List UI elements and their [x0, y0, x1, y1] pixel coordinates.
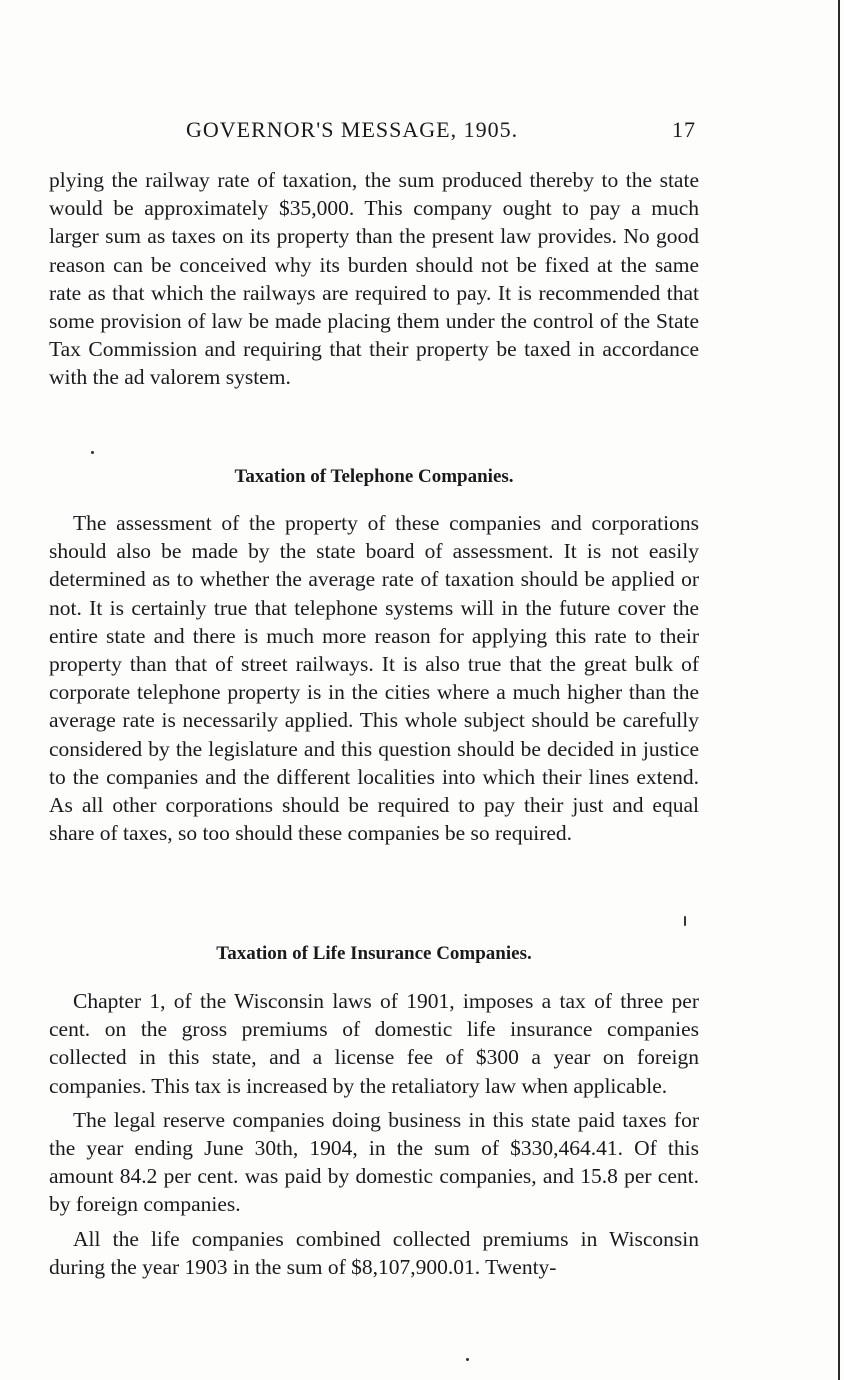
header-title: GOVERNOR'S MESSAGE, 1905. — [186, 117, 519, 142]
life-insurance-paragraph: Chapter 1, of the Wisconsin laws of 1901, imposes a tax of three per cent. on the gross premiums of domestic life insurance companies collected in this state, and a license fee of $300 a year on foreign companies. This tax is increased by the retaliatory law when applicable. — [49, 989, 699, 1098]
life-insurance-paragraph: All the life companies combined collected premiums in Wisconsin during the year 1903 in the sum of $8,107,900.01. Twenty- — [49, 1226, 699, 1279]
print-speck — [684, 916, 686, 926]
life-insurance-paragraph: The legal reserve companies doing business in this state paid taxes for the year ending June 30th, 1904, in the sum of $330,464.41. Of this amount 84.2 per cent. was paid by domestic companies, and 15.8 per cent. by foreign companies. — [49, 1107, 699, 1217]
life-insurance-section — [49, 987, 699, 1281]
telephone-section — [49, 509, 699, 847]
print-speck — [91, 451, 94, 454]
page-number: 17 — [672, 117, 696, 142]
page-edge — [838, 0, 840, 1380]
print-speck — [466, 1358, 469, 1361]
telephone-paragraph: The assessment of the property of these companies and corporations should also be made by the state board of assessment. It is not easily determined as to whether the average rate of taxation should be applied or not. It is certainly true that telephone systems will in the future cover the entire state and there is much more reason for applying this rate to their property than that of street railways. It is also true that the great bulk of corporate telephone property is in the cities where a much higher than the average rate is necessarily applied. This whole subject should be carefully considered by the legislature and this question should be decided in justice to the companies and the different localities into which their lines extend. As all other corporations should be required to pay their just and equal share of taxes, so too should these companies be so required. — [49, 511, 699, 846]
intro-paragraph: plying the railway rate of taxation, the sum produced thereby to the state would be approximately $35,000. This company ought to pay a much larger sum as taxes on its property than the present law provides. No good reason can be conceived why its burden should not be fixed at the same rate as that which the railways are required to pay. It is recommended that some provision of law be made placing them under the control of the State Tax Commission and requiring that their property be taxed in accordance with the ad valorem system. — [49, 168, 699, 390]
telephone-heading: Taxation of Telephone Companies. — [234, 466, 514, 487]
running-header — [186, 117, 696, 147]
life-insurance-heading: Taxation of Life Insurance Companies. — [216, 943, 532, 964]
intro-section — [49, 166, 699, 392]
